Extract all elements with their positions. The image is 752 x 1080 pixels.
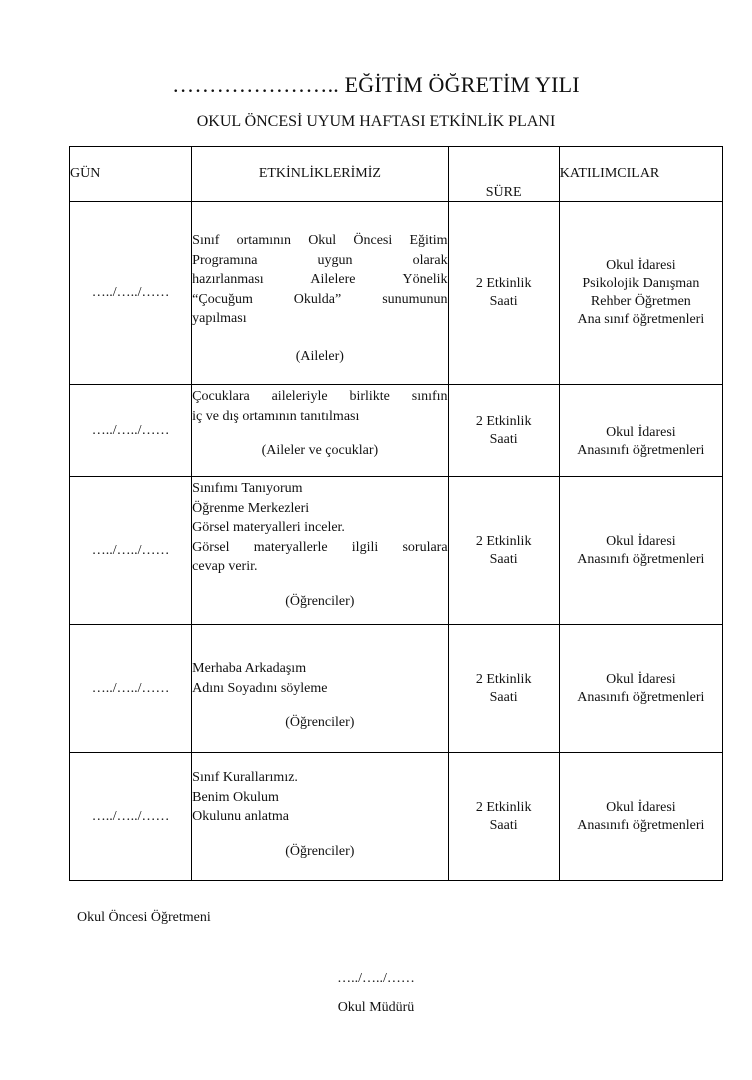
activity-line: Merhaba Arkadaşım — [192, 661, 307, 676]
participant: Anasınıfı öğretmenleri — [577, 817, 705, 833]
column-header-katilimcilar: KATILIMCILAR — [559, 147, 722, 202]
duration-line: 2 Etkinlik — [475, 413, 532, 429]
duration-line: 2 Etkinlik — [475, 276, 532, 291]
duration-line: Saati — [489, 294, 518, 309]
participant: Anasınıfı öğretmenleri — [577, 551, 705, 567]
table-row — [70, 625, 723, 753]
activity-line: Sınıfımı Tanıyorum — [192, 481, 303, 496]
duration-cell — [448, 477, 559, 625]
column-header-gun: GÜN — [70, 147, 192, 202]
audience-label: (Öğrenciler) — [285, 843, 355, 859]
activity-line: yapılması — [192, 311, 247, 326]
duration-cell — [448, 385, 559, 477]
participant: Okul İdaresi — [606, 799, 676, 815]
participants-cell — [559, 753, 722, 881]
date-cell: …../…../…… — [70, 385, 192, 477]
activity-line: cevap verir. — [192, 559, 258, 574]
activity-line: Okulunu anlatma — [192, 809, 289, 824]
participant: Ana sınıf öğretmenleri — [577, 312, 705, 327]
duration-line: 2 Etkinlik — [475, 671, 532, 687]
audience-label: (Öğrenciler) — [285, 593, 355, 609]
participant: Rehber Öğretmen — [590, 294, 691, 309]
duration-line: Saati — [489, 817, 518, 833]
column-header-etkinlik: ETKİNLİKLERİMİZ — [192, 147, 448, 202]
activity-line: Görsel materyallerle ilgili sorulara — [192, 539, 448, 555]
date-cell: …../…../…… — [70, 753, 192, 881]
participant: Okul İdaresi — [606, 533, 676, 549]
duration-cell — [448, 753, 559, 881]
activity-cell — [192, 385, 448, 477]
participant: Okul İdaresi — [606, 671, 676, 687]
activity-line: Görsel materyalleri inceler. — [192, 520, 345, 535]
table-row — [70, 202, 723, 385]
table-header-row — [70, 147, 723, 202]
activity-line: Programına uygun olarak — [192, 252, 448, 268]
participant: Psikolojik Danışman — [582, 276, 700, 291]
activity-line: Adını Soyadını söyleme — [192, 680, 328, 696]
date-cell: …../…../…… — [70, 625, 192, 753]
duration-line: Saati — [489, 431, 518, 447]
participant: Okul İdaresi — [606, 258, 676, 273]
activity-cell — [192, 753, 448, 881]
activity-line: “Çocuğum Okulda” sunumunun — [192, 291, 448, 307]
table-row — [70, 385, 723, 477]
approval-date: …../…../…… — [337, 971, 415, 986]
duration-cell — [448, 202, 559, 385]
date-cell: …../…../…… — [70, 202, 192, 385]
duration-line: Saati — [489, 551, 518, 567]
activity-cell — [192, 625, 448, 753]
activity-line: Sınıf ortamının Okul Öncesi Eğitim — [192, 233, 448, 248]
duration-line: 2 Etkinlik — [475, 533, 532, 549]
participant: Okul İdaresi — [606, 425, 676, 440]
activity-line: hazırlanması Ailelere Yönelik — [192, 272, 448, 287]
date-cell: …../…../…… — [70, 477, 192, 625]
principal-signature-label: Okul Müdürü — [337, 1000, 415, 1015]
document-subtitle: OKUL ÖNCESİ UYUM HAFTASI ETKİNLİK PLANI — [196, 113, 556, 130]
audience-label: (Öğrenciler) — [285, 715, 355, 730]
activity-cell — [192, 202, 448, 385]
audience-label: (Aileler) — [295, 348, 344, 364]
participants-cell — [559, 477, 722, 625]
participants-cell — [559, 625, 722, 753]
participants-cell — [559, 202, 722, 385]
activity-line: Öğrenme Merkezleri — [192, 500, 310, 516]
teacher-signature-label: Okul Öncesi Öğretmeni — [77, 910, 211, 925]
activity-plan-table — [69, 146, 723, 881]
document-title: ………………….. EĞİTİM ÖĞRETİM YILI — [172, 72, 580, 97]
column-header-sure: SÜRE — [448, 147, 559, 202]
activity-line: Sınıf Kurallarımız. — [192, 770, 298, 785]
activity-cell — [192, 477, 448, 625]
duration-line: Saati — [489, 689, 518, 705]
audience-label: (Aileler ve çocuklar) — [261, 443, 379, 458]
participants-cell — [559, 385, 722, 477]
table-row — [70, 753, 723, 881]
participant: Anasınıfı öğretmenleri — [577, 443, 705, 458]
table-row — [70, 477, 723, 625]
activity-line: Çocuklara aileleriyle birlikte sınıfın — [192, 389, 448, 404]
activity-line: iç ve dış ortamının tanıtılması — [192, 408, 360, 424]
activity-line: Benim Okulum — [192, 789, 279, 805]
duration-cell — [448, 625, 559, 753]
participant: Anasınıfı öğretmenleri — [577, 689, 705, 705]
duration-line: 2 Etkinlik — [475, 799, 532, 815]
